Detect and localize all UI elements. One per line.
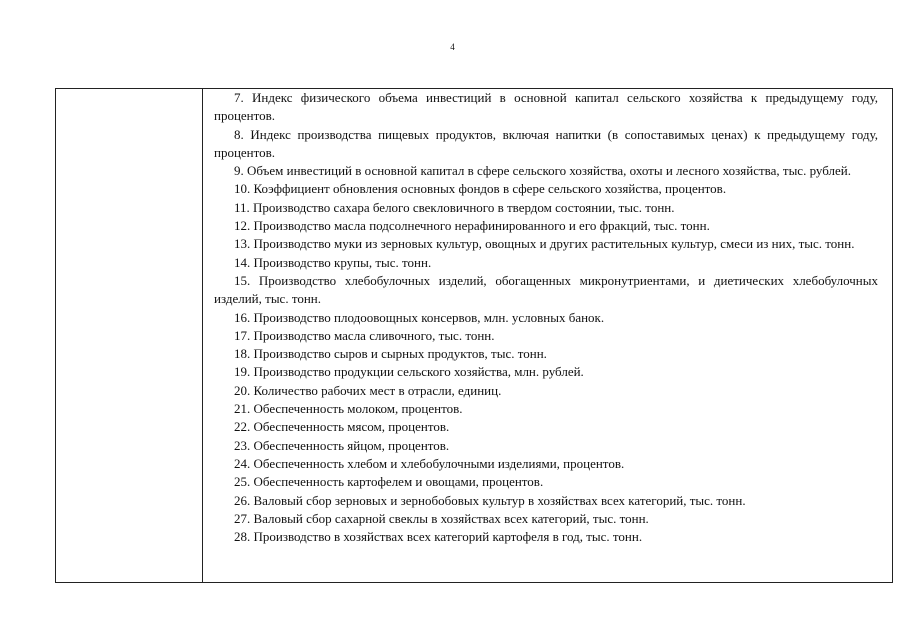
list-item: 27. Валовый сбор сахарной свеклы в хозяйствах всех категорий, тыс. тонн. bbox=[234, 510, 649, 526]
list-item: 17. Производство масла сливочного, тыс. тонн. bbox=[234, 327, 495, 343]
table-right-cell bbox=[203, 89, 892, 582]
list-item: 23. Обеспеченность яйцом, процентов. bbox=[234, 437, 450, 453]
list-item: 12. Производство масла подсолнечного нерафинированного и его фракций, тыс. тонн. bbox=[234, 218, 710, 234]
list-item: 22. Обеспеченность мясом, процентов. bbox=[234, 419, 450, 435]
list-item: 14. Производство крупы, тыс. тонн. bbox=[234, 254, 432, 270]
list-item: 16. Производство плодоовощных консервов, млн. условных банок. bbox=[234, 309, 605, 325]
list-item: 11. Производство сахара белого свекловичного в твердом состоянии, тыс. тонн. bbox=[234, 199, 675, 215]
list-item: 19. Производство продукции сельского хозяйства, млн. рублей. bbox=[234, 364, 584, 380]
list-item: 18. Производство сыров и сырных продуктов, тыс. тонн. bbox=[234, 346, 547, 362]
list-item: 20. Количество рабочих мест в отрасли, единиц. bbox=[234, 382, 502, 398]
document-table bbox=[55, 88, 893, 583]
indicator-list bbox=[214, 89, 878, 546]
list-item: 8. Индекс производства пищевых продуктов, включая напитки (в сопоставимых ценах) к предыдущему году, процентов. bbox=[214, 126, 878, 160]
list-item: 15. Производство хлебобулочных изделий, обогащенных микронутриентами, и диетических хлебобулочных изделий, тыс. тонн. bbox=[214, 272, 878, 307]
list-item: 21. Обеспеченность молоком, процентов. bbox=[234, 401, 463, 417]
list-item: 9. Объем инвестиций в основной капитал в сфере сельского хозяйства, охоты и лесного хозяйства, тыс. рублей. bbox=[234, 163, 851, 179]
list-item: 10. Коэффициент обновления основных фондов в сфере сельского хозяйства, процентов. bbox=[234, 181, 727, 197]
list-item: 25. Обеспеченность картофелем и овощами, процентов. bbox=[234, 474, 544, 490]
list-item: 7. Индекс физического объема инвестиций в основной капитал сельского хозяйства к предыдущему году, процентов. bbox=[214, 90, 878, 124]
list-item: 13. Производство муки из зерновых культур, овощных и других растительных культур, смеси из них, тыс. тонн. bbox=[234, 236, 855, 252]
list-item: 24. Обеспеченность хлебом и хлебобулочными изделиями, процентов. bbox=[234, 455, 625, 471]
list-item: 28. Производство в хозяйствах всех категорий картофеля в год, тыс. тонн. bbox=[234, 529, 643, 545]
table-left-cell bbox=[56, 89, 203, 582]
page-number: 4 bbox=[450, 42, 455, 52]
list-item: 26. Валовый сбор зерновых и зернобобовых культур в хозяйствах всех категорий, тыс. тонн. bbox=[234, 492, 746, 508]
